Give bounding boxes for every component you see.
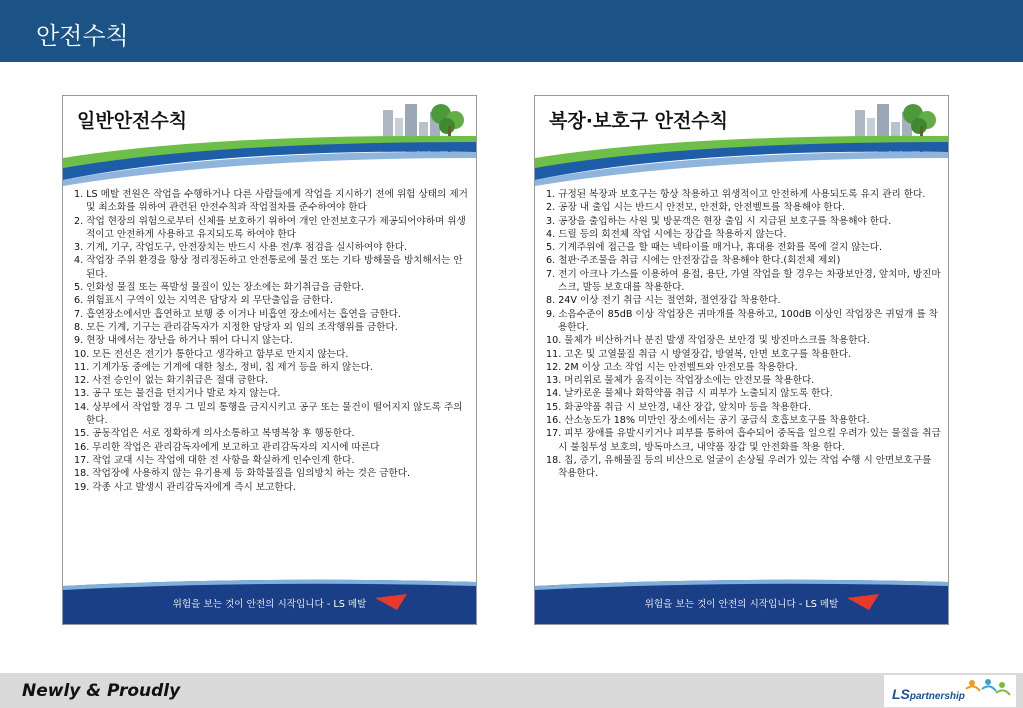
rule-item: 2. 작업 현장의 위험으로부터 신체를 보호하기 위하여 개인 안전보호구가 제공되어야하며 위생적이고 안전하게 사용하고 유지되도록 하여야 한다 <box>74 215 466 240</box>
panel-title: 복장·보호구 안전수칙 <box>549 110 729 132</box>
panel-header <box>535 96 948 186</box>
rule-item: 5. 기계주위에 접근을 할 때는 넥타이를 매거나, 휴대용 전화를 목에 걸지 않는다. <box>546 242 883 254</box>
rule-item: 2. 공장 내 출입 시는 반드시 안전모, 안전화, 안전벨트를 착용해야 한다. <box>546 202 846 214</box>
logo-text <box>892 686 965 702</box>
rule-item: 17. 피부 장애를 유발시키거나 피부를 통하여 흡수되어 중독을 일으킬 우려가 있는 물질을 취급 시 불침투성 보호의, 방독마스크, 내약품 장갑 및 안전화를 착용 한다. <box>546 428 941 453</box>
rule-item: 11. 고온 및 고열물질 취급 시 방열장갑, 방열복, 안면 보호구를 착용한다. <box>546 348 852 360</box>
rules-list <box>74 188 469 494</box>
panel-footer <box>63 576 476 624</box>
panel-footer <box>535 576 948 624</box>
rule-item: 1. 규정된 복장과 보호구는 항상 착용하고 위생적이고 안전하게 사용되도록 유지 관리 한다. <box>546 189 926 200</box>
rule-item: 19. 각종 사고 발생시 관리감독자에게 즉시 보고한다. <box>74 481 296 493</box>
rule-item: 12. 2M 이상 고소 작업 시는 안전벨트와 안전모를 착용한다. <box>546 361 798 373</box>
general-safety-panel <box>62 95 477 625</box>
rules-list <box>546 188 941 481</box>
logo-ls-text: LS <box>892 686 910 702</box>
logo-partnership-text: partnership <box>909 691 965 702</box>
rule-item: 4. 드릴 등의 회전체 작업 시에는 장갑을 착용하지 않는다. <box>546 228 787 240</box>
panel-header <box>63 96 476 186</box>
rule-item: 6. 위험표시 구역이 있는 지역은 담당자 외 무단출입을 금한다. <box>74 295 334 307</box>
rule-item: 14. 날카로운 물체나 화학약품 취급 시 피부가 노출되지 않도록 한다. <box>546 388 833 400</box>
header-bar <box>0 0 1023 62</box>
footer-slogan: 위험을 보는 것이 안전의 시작입니다 - LS 메탈 <box>172 599 367 610</box>
rule-item: 15. 화공약품 취급 시 보안경, 내산 장갑, 앞치마 등을 착용한다. <box>546 401 812 413</box>
rule-item: 13. 공구 또는 물건을 던지거나 발로 차지 않는다. <box>74 388 281 400</box>
rule-item: 8. 24V 이상 전기 취급 시는 절연화, 절연장갑 착용한다. <box>546 295 781 307</box>
footer-slogan: 위험을 보는 것이 안전의 시작입니다 - LS 메탈 <box>644 599 839 610</box>
rule-item: 9. 소음수준이 85dB 이상 작업장은 귀마개를 착용하고, 100dB 이상인 작업장은 귀덮개 를 착용한다. <box>546 308 938 333</box>
rule-item: 12. 사전 승인이 없는 화기취급은 절대 금한다. <box>74 375 269 387</box>
rule-item: 10. 모든 전선은 전기가 통한다고 생각하고 함부로 만지지 않는다. <box>74 348 349 360</box>
rule-item: 15. 공동작업은 서로 정확하게 의사소통하고 복명복창 후 행동한다. <box>74 428 355 440</box>
rule-item: 3. 공장을 출입하는 사원 및 방문객은 현장 출입 시 지급된 보호구를 착용해야 한다. <box>546 215 892 227</box>
rule-item: 16. 무리한 작업은 관리감독자에게 보고하고 관리감독자의 지시에 따른다 <box>74 441 380 453</box>
page-title: 안전수칙 <box>36 22 129 50</box>
rule-item: 16. 산소농도가 18% 미만인 장소에서는 공기 공급식 호흡보호구를 착용한다. <box>546 415 870 427</box>
rule-item: 13. 머리위로 물체가 움직이는 작업장소에는 안전모를 착용한다. <box>546 375 815 387</box>
rule-item: 18. 칩, 증기, 유해물질 등의 비산으로 얼굴이 손상될 우려가 있는 작업 수행 시 안면보호구를 착용한다. <box>546 454 932 480</box>
rule-item: 6. 철판·주조물을 취급 시에는 안전장갑을 착용해야 한다.(회전체 제외) <box>546 255 841 267</box>
rule-item: 3. 기계, 기구, 작업도구, 안전장치는 반드시 사용 전/후 점검을 실시하여야 한다. <box>74 242 408 254</box>
rule-item: 10. 물체가 비산하거나 분진 발생 작업장은 보안경 및 방진마스크를 착용한다. <box>546 335 870 347</box>
rule-item: 4. 작업장 주위 환경을 항상 정리정돈하고 안전통로에 물건 또는 기타 방해물을 방치해서는 안 된다. <box>74 255 463 280</box>
rule-item: 8. 모든 기계, 기구는 관리감독자가 지정한 담당자 외 임의 조작행위를 금한다. <box>74 321 398 333</box>
rule-item: 14. 상부에서 작업할 경우 그 밑의 통행을 금지시키고 공구 또는 물건이 떨어지지 않도록 주의한다. <box>74 401 463 427</box>
rule-item: 7. 전기 아크나 가스를 이용하여 용접, 용단, 가열 작업을 할 경우는 차광보안경, 앞치마, 방진마스크, 발등 보호대를 착용한다. <box>546 268 941 294</box>
rule-item: 7. 흡연장소에서만 흡연하고 보행 중 이거나 비흡연 장소에서는 흡연을 금한다. <box>74 308 401 320</box>
rule-item: 1. LS 메탈 전원은 작업을 수행하거나 다른 사람들에게 작업을 지시하기 전에 위험 상태의 제거 및 최소화를 위하여 관련된 안전수칙과 작업절차를 준수하여야 한다 <box>74 189 468 214</box>
rule-item: 5. 인화성 물질 또는 폭발성 물질이 있는 장소에는 화기취급을 금한다. <box>74 282 364 294</box>
panel-title: 일반안전수칙 <box>77 110 188 132</box>
ppe-safety-panel <box>534 95 949 625</box>
brand-slogan: Newly & Proudly <box>22 681 181 701</box>
rule-item: 18. 작업장에 사용하지 않는 유기용제 등 화학물질을 임의방치 하는 것은 금한다. <box>74 468 411 480</box>
rule-item: 11. 기계가동 중에는 기계에 대한 청소, 정비, 칩 제거 등을 하지 않는다. <box>74 361 373 373</box>
rule-item: 9. 현장 내에서는 장난을 하거나 뛰어 다니지 않는다. <box>74 335 293 347</box>
rule-item: 17. 작업 교대 시는 작업에 대한 전 사항을 확실하게 인수인계 한다. <box>74 454 355 466</box>
